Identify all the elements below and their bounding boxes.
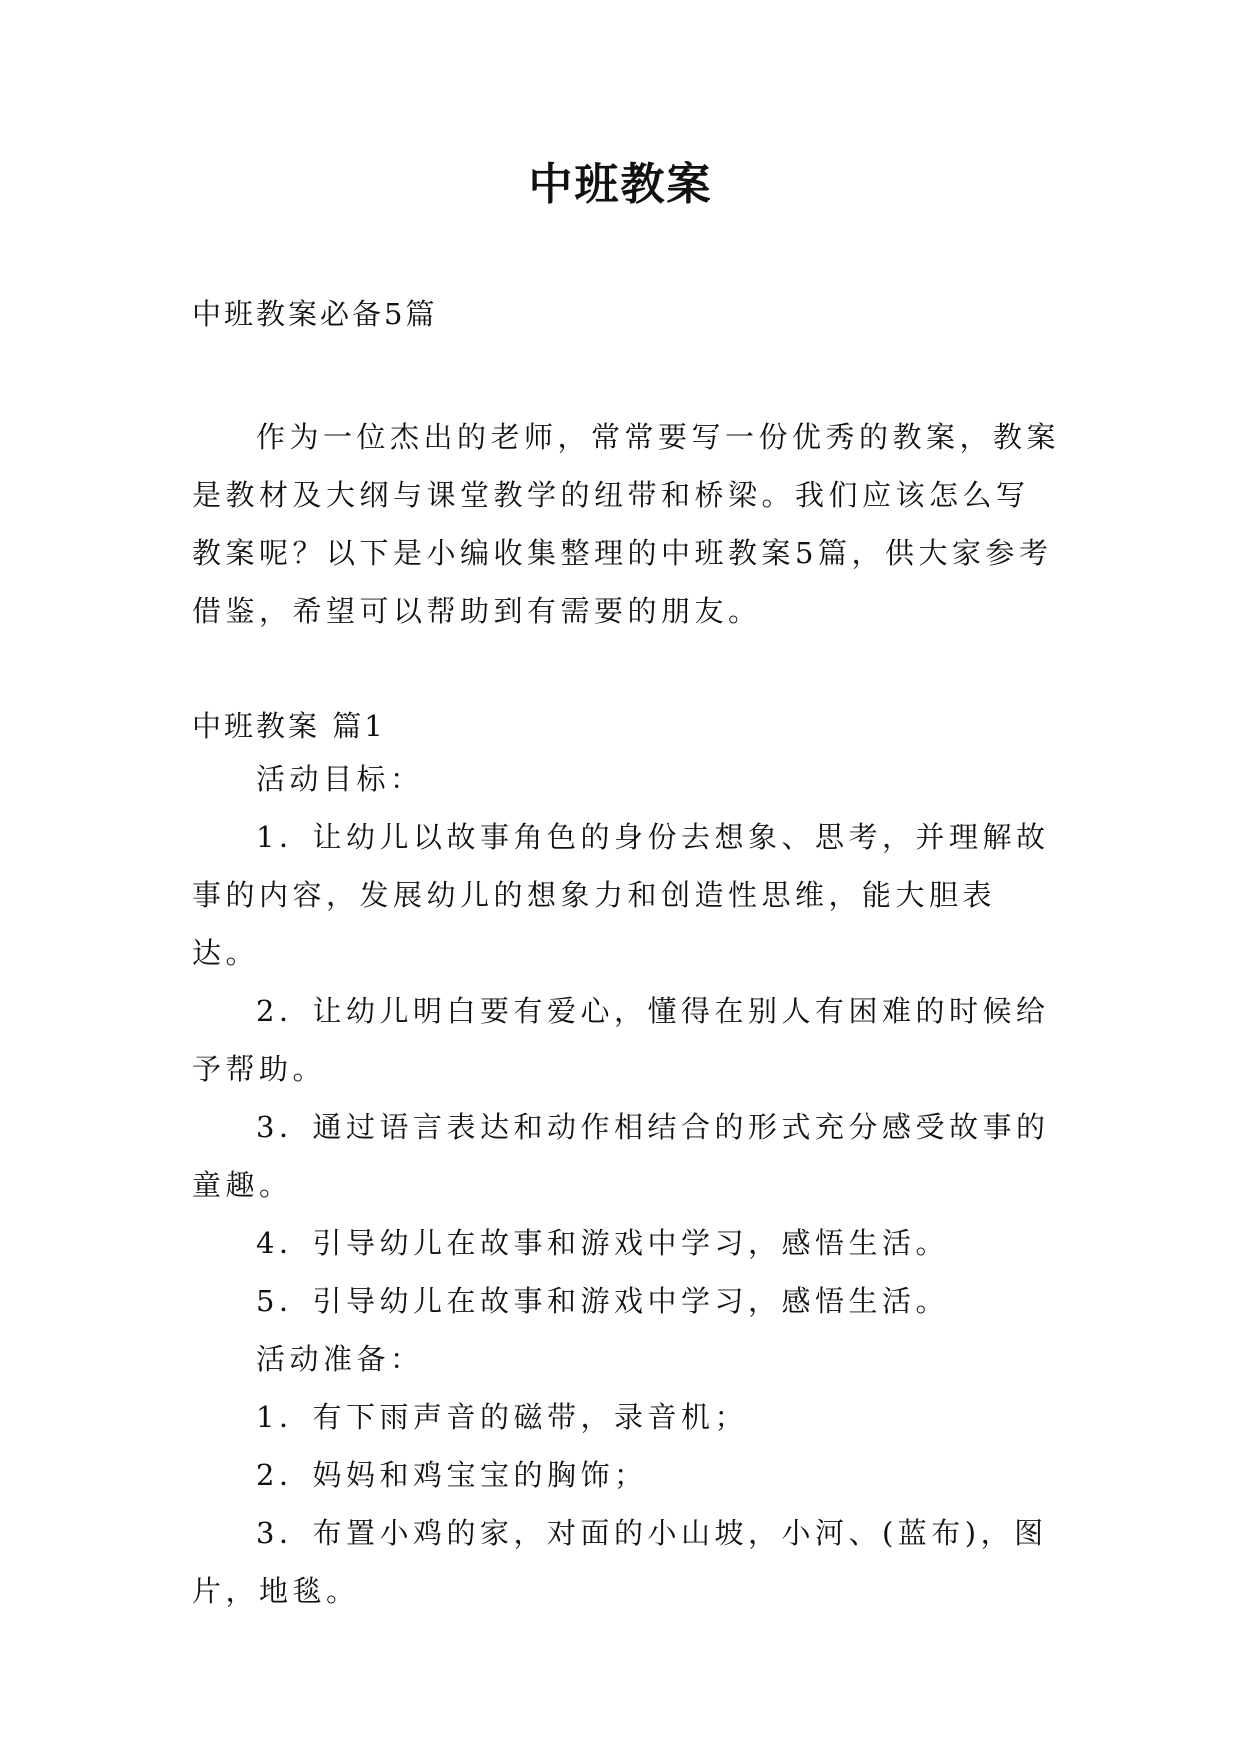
- section-body: [192, 750, 1062, 1620]
- prep-item: 1．有下雨声音的磁带，录音机；: [256, 1400, 748, 1434]
- section-heading: 中班教案 篇1: [192, 709, 386, 743]
- goal-item: 3．通过语言表达和动作相结合的形式充分感受故事的童趣。: [192, 1110, 1050, 1202]
- goal-item: 5．引导幼儿在故事和游戏中学习，感悟生活。: [256, 1284, 949, 1318]
- document-subtitle: 中班教案必备5篇: [192, 297, 438, 331]
- goal-item: 4．引导幼儿在故事和游戏中学习，感悟生活。: [256, 1226, 949, 1260]
- prep-item: 3．布置小鸡的家，对面的小山坡，小河、(蓝布)，图片，地毯。: [192, 1516, 1048, 1608]
- goal-item: 1．让幼儿以故事角色的身份去想象、思考，并理解故事的内容，发展幼儿的想象力和创造性思维，能大胆表达。: [192, 820, 1050, 970]
- prep-item: 2．妈妈和鸡宝宝的胸饰；: [256, 1458, 648, 1492]
- intro-paragraph: 作为一位杰出的老师，常常要写一份优秀的教案，教案是教材及大纲与课堂教学的纽带和桥梁。我们应该怎么写教案呢？以下是小编收集整理的中班教案5篇，供大家参考借鉴，希望可以帮助到有需要的朋友。: [192, 420, 1061, 628]
- prep-label: 活动准备：: [256, 1342, 424, 1376]
- goals-label: 活动目标：: [256, 762, 424, 796]
- document-title: 中班教案: [528, 159, 713, 210]
- goal-item: 2．让幼儿明白要有爱心，懂得在别人有困难的时候给予帮助。: [192, 994, 1050, 1086]
